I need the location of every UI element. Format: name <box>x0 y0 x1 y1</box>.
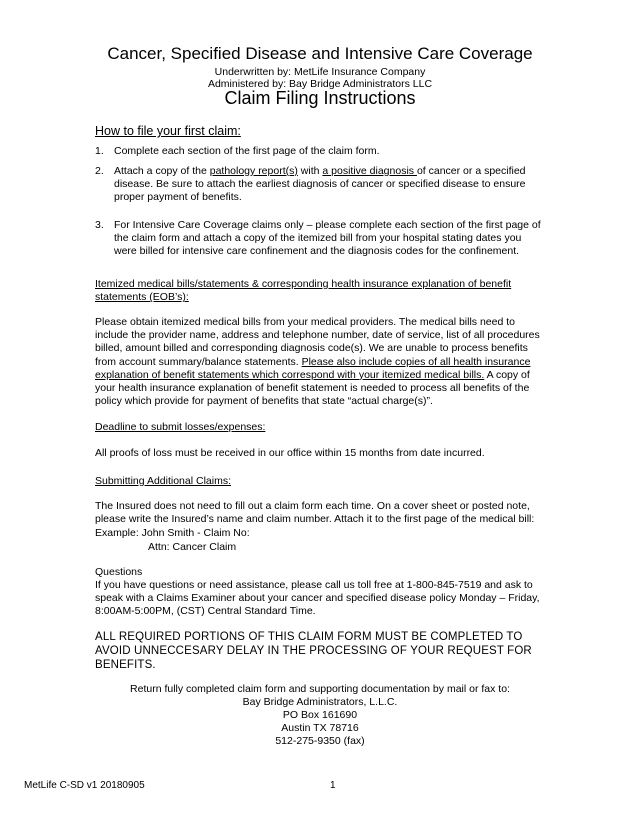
deadline-heading: Deadline to submit losses/expenses: <box>95 421 266 433</box>
questions-heading: Questions <box>95 566 143 578</box>
eob-requirement-text: Please also include copies of all health insurance explanation of benefit statements which correspond with your itemized medical bills. <box>95 355 531 381</box>
return-city: Austin TX 78716 <box>281 722 359 734</box>
pathology-report-text: pathology report(s) <box>209 165 298 177</box>
item-number: 1. <box>95 145 104 157</box>
first-claim-heading: How to file your first claim: <box>95 124 241 138</box>
itemized-text: A copy of your health insurance explanation of benefit statement is needed to process all benefits of the policy which provide for payment of benefits that state “actual charge(s)”. <box>95 368 530 408</box>
page-title: Cancer, Specified Disease and Intensive Care Coverage <box>107 44 533 63</box>
step-2-text: Attach a copy of the <box>114 165 210 177</box>
underwriter-line: Underwritten by: MetLife Insurance Company <box>214 66 426 78</box>
page-subtitle: Claim Filing Instructions <box>224 88 416 108</box>
step-2-text: of cancer or a specified disease. Be sure to attach the earliest diagnosis of cancer or specified disease to ensure proper payment of benefits. <box>114 165 526 204</box>
attn-line: Attn: Cancer Claim <box>148 541 237 553</box>
form-id: MetLife C-SD v1 20180905 <box>24 780 145 791</box>
first-claim-step-2 <box>114 165 536 205</box>
additional-claims-text: The Insured does not need to fill out a claim form each time. On a cover sheet or posted note, please write the Insured’s name and claim number. Attach it to the first page of the medical bill: <box>95 500 535 526</box>
return-instructions: Return fully completed claim form and supporting documentation by mail or fax to: <box>130 683 510 695</box>
questions-text: If you have questions or need assistance, please call us toll free at 1-800-845-7519 and ask to speak with a Claims Examiner about your cancer and specified disease policy Monday – Friday, 8:00AM-5:00PM, (CST) Central Standard Time. <box>95 579 540 618</box>
additional-claims-heading: Submitting Additional Claims: <box>95 475 231 487</box>
deadline-text: All proofs of loss must be received in our office within 15 months from date incurred. <box>95 447 485 459</box>
return-company: Bay Bridge Administrators, L.L.C. <box>242 696 398 708</box>
itemized-text: Please obtain itemized medical bills from your medical providers. The medical bills need to include the provider name, address and telephone number, date of service, list of all procedures billed, amount billed and corresponding diagnosis code(s). We are unable to process benefits from account summary/balance statements. <box>95 316 540 368</box>
return-po-box: PO Box 161690 <box>282 709 358 721</box>
first-claim-step-3: For Intensive Care Coverage claims only – please complete each section of the first page of the claim form and attach a copy of the itemized bill from your hospital stating dates you were billed for intensive care confinement and the diagnosis codes for the confinement. <box>114 219 541 258</box>
required-portions-notice: ALL REQUIRED PORTIONS OF THIS CLAIM FORM MUST BE COMPLETED TO AVOID UNNECCESARY DELAY IN THE PROCESSING OF YOUR REQUEST FOR BENEFITS. <box>95 631 532 671</box>
itemized-bills-heading: Itemized medical bills/statements & corresponding health insurance explanation of benefit statements (EOB’s): <box>95 278 512 304</box>
itemized-bills-paragraph <box>95 316 540 408</box>
administrator-line: Administered by: Bay Bridge Administrators LLC <box>207 78 433 90</box>
step-2-text: with <box>297 165 323 177</box>
page-number: 1 <box>330 780 336 791</box>
item-number: 2. <box>95 165 104 177</box>
first-claim-step-1: Complete each section of the first page of the claim form. <box>114 145 380 157</box>
item-number: 3. <box>95 219 104 231</box>
return-fax: 512-275-9350 (fax) <box>275 735 365 747</box>
example-line: Example: John Smith - Claim No: <box>95 527 250 539</box>
positive-diagnosis-text: a positive diagnosis <box>322 165 417 177</box>
